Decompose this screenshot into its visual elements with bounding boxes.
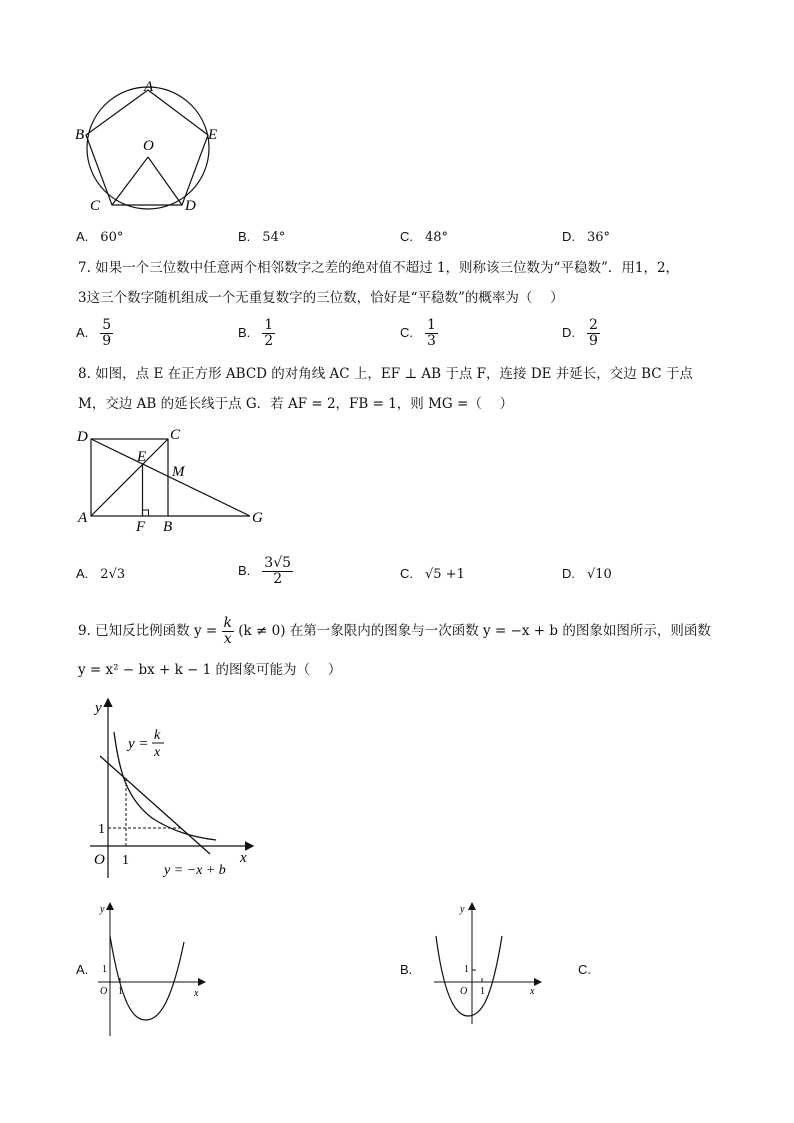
q8-option-c[interactable] xyxy=(400,566,465,582)
q8-text-line1: 8. 如图，点 E 在正方形 ABCD 的对角线 AC 上，EF ⊥ AB 于点 F，连接 DE 并延长，交边 BC 于点 xyxy=(78,366,693,382)
q7-text-line1: 7. 如果一个三位数中任意两个相邻数字之差的绝对值不超过 1，则称该三位数为“平稳数”．用1，2， xyxy=(78,260,680,276)
q8-option-b[interactable] xyxy=(238,556,293,587)
q6-option-d[interactable] xyxy=(562,229,610,245)
option-value: 54° xyxy=(262,230,286,245)
option-letter: A. xyxy=(76,229,89,244)
label-B: B xyxy=(163,519,173,535)
label-D: D xyxy=(77,429,88,445)
label-D: D xyxy=(185,198,196,214)
origin-label: O xyxy=(100,986,108,997)
tick-x-1: 1 xyxy=(118,986,123,997)
option-value: 36° xyxy=(587,230,611,245)
tick-y-1: 1 xyxy=(102,964,107,975)
origin-label: O xyxy=(460,986,468,997)
pentagon-circle-figure xyxy=(74,76,224,216)
option-letter: B. xyxy=(238,229,251,244)
label-E: E xyxy=(208,127,218,143)
label-C: C xyxy=(170,427,181,443)
option-letter: B. xyxy=(238,325,251,340)
tick-y-1: 1 xyxy=(98,822,105,837)
q9-text-line2: y = x² − bx + k − 1 的图象可能为（ ） xyxy=(78,662,342,678)
option-fraction: $\frac{1}{2}$ xyxy=(264,317,274,349)
q9-line1-start: 9. 已知反比例函数 y = xyxy=(78,623,218,639)
line-label: y = −x + b xyxy=(164,863,226,878)
q6-option-c[interactable] xyxy=(400,229,448,245)
option-letter: A. xyxy=(76,566,89,581)
option-letter: D. xyxy=(562,566,575,581)
option-value: 48° xyxy=(425,230,449,245)
q8-text-line2: M，交边 AB 的延长线于点 G．若 AF = 2，FB = 1，则 MG =（ ） xyxy=(78,396,514,412)
q9-option-a-graph xyxy=(92,900,212,1040)
option-letter: B. xyxy=(238,563,251,578)
option-fraction: $\frac{3√5}{2}$ xyxy=(264,555,292,587)
q9-option-c[interactable] xyxy=(578,962,603,978)
y-axis-label: y xyxy=(95,700,102,716)
curve-label-prefix: y = xyxy=(128,736,149,752)
label-M: M xyxy=(172,464,185,480)
q9-option-b-graph xyxy=(428,900,548,1030)
option-letter: D. xyxy=(562,325,575,340)
option-letter: C. xyxy=(400,325,413,340)
q7-text-line2: 3这三个数字随机组成一个无重复数字的三位数，恰好是“平稳数”的概率为（ ） xyxy=(78,290,564,306)
option-value: 2√3 xyxy=(100,567,126,582)
option-value: √10 xyxy=(587,567,612,582)
origin-label: O xyxy=(94,852,105,868)
q9-line1-end: (k ≠ 0) 在第一象限内的图象与一次函数 y = −x + b 的图象如图所示，则函数 xyxy=(238,623,711,639)
curve-label-den: x xyxy=(154,745,161,760)
option-letter: B. xyxy=(400,962,413,977)
q9-text-line1 xyxy=(78,616,711,647)
label-A: A xyxy=(78,510,88,526)
tick-x-1: 1 xyxy=(480,986,485,997)
q9-reference-graph xyxy=(86,692,266,884)
label-A: A xyxy=(144,79,154,95)
q7-option-d[interactable] xyxy=(562,318,600,349)
label-B: B xyxy=(75,127,85,143)
q6-option-a[interactable] xyxy=(76,229,123,245)
option-fraction: $\frac{2}{9}$ xyxy=(589,317,598,349)
x-axis-label: x xyxy=(194,988,199,999)
option-letter: A. xyxy=(76,962,89,977)
square-diagonal-figure xyxy=(74,424,274,536)
option-value: 60° xyxy=(100,230,124,245)
tick-x-1: 1 xyxy=(122,853,129,868)
option-letter: C. xyxy=(578,962,591,977)
q7-option-c[interactable] xyxy=(400,318,438,349)
label-C: C xyxy=(90,198,101,214)
option-value: √5 +1 xyxy=(425,567,465,582)
q7-option-b[interactable] xyxy=(238,318,275,349)
q7-option-a[interactable] xyxy=(76,318,113,349)
option-fraction: $\frac{1}{3}$ xyxy=(427,317,436,349)
label-F: F xyxy=(136,519,146,535)
y-axis-label: y xyxy=(460,904,465,915)
q9-inline-fraction: $\frac{k}{x}$ xyxy=(223,615,232,647)
q9-option-b[interactable] xyxy=(400,962,424,978)
x-axis-label: x xyxy=(530,986,535,997)
option-letter: C. xyxy=(400,229,413,244)
q6-option-b[interactable] xyxy=(238,229,285,245)
option-letter: C. xyxy=(400,566,413,581)
option-fraction: $\frac{5}{9}$ xyxy=(102,317,112,349)
y-axis-label: y xyxy=(100,904,105,915)
label-E: E xyxy=(137,449,147,465)
tick-y-1: 1 xyxy=(464,964,469,975)
label-G: G xyxy=(252,510,263,526)
q8-option-a[interactable] xyxy=(76,566,125,582)
x-axis-label: x xyxy=(240,850,247,866)
option-letter: A. xyxy=(76,325,89,340)
q8-option-d[interactable] xyxy=(562,566,612,582)
label-O: O xyxy=(143,138,154,154)
curve-label-num: k xyxy=(154,728,161,743)
option-letter: D. xyxy=(562,229,575,244)
